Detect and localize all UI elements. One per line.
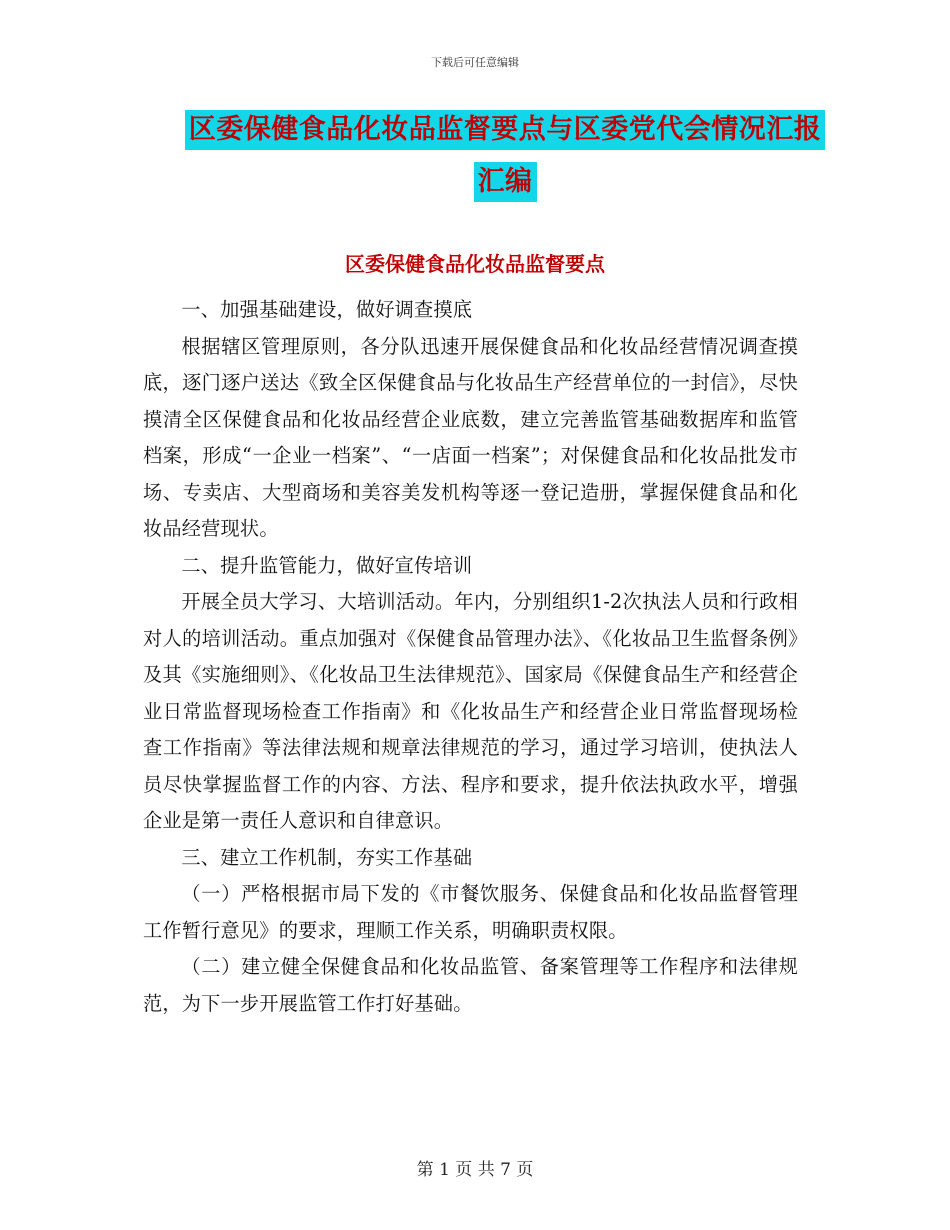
paragraph-3-1: （一）严格根据市局下发的《市餐饮服务、保健食品和化妆品监督管理工作暂行意见》的要求，理顺工作关系，明确职责权限。 [143, 882, 798, 942]
document-body [143, 292, 798, 1022]
document-title [160, 110, 850, 202]
title-line-1: 区委保健食品化妆品监督要点与区委党代会情况汇报 [185, 110, 826, 150]
page-footer: 第 1 页 共 7 页 [416, 1160, 534, 1180]
heading-3: 三、建立工作机制，夯实工作基础 [181, 845, 473, 869]
heading-2: 二、提升监管能力，做好宣传培训 [181, 553, 473, 577]
paragraph-1: 根据辖区管理原则，各分队迅速开展保健食品和化妆品经营情况调查摸底，逐门逐户送达《致全区保健食品与化妆品生产经营单位的一封信》，尽快摸清全区保健食品和化妆品经营企业底数，建立完善监管基础数据库和监管档案，形成“一企业一档案”、“一店面一档案”；对保健食品和化妆品批发市场、专卖店、大型商场和美容美发机构等逐一登记造册，掌握保健食品和化妆品经营现状。 [143, 334, 798, 540]
paragraph-2: 开展全员大学习、大培训活动。年内，分别组织1-2次执法人员和行政相对人的培训活动。重点加强对《保健食品管理办法》、《化妆品卫生监督条例》及其《实施细则》、《化妆品卫生法律规范》、国家局《保健食品生产和经营企业日常监督现场检查工作指南》和《化妆品生产和经营企业日常监督现场检查工作指南》等法律法规和规章法律规范的学习，通过学习培训，使执法人员尽快掌握监督工作的内容、方法、程序和要求，提升依法执政水平，增强企业是第一责任人意识和自律意识。 [143, 590, 798, 832]
heading-1: 一、加强基础建设，做好调查摸底 [181, 298, 473, 321]
header-note: 下载后可任意编辑 [431, 56, 519, 69]
paragraph-3-2: （二）建立健全保健食品和化妆品监管、备案管理等工作程序和法律规范，为下一步开展监管工作打好基础。 [143, 955, 798, 1015]
section-title: 区委保健食品化妆品监督要点 [345, 252, 605, 276]
title-line-2: 汇编 [474, 162, 537, 202]
